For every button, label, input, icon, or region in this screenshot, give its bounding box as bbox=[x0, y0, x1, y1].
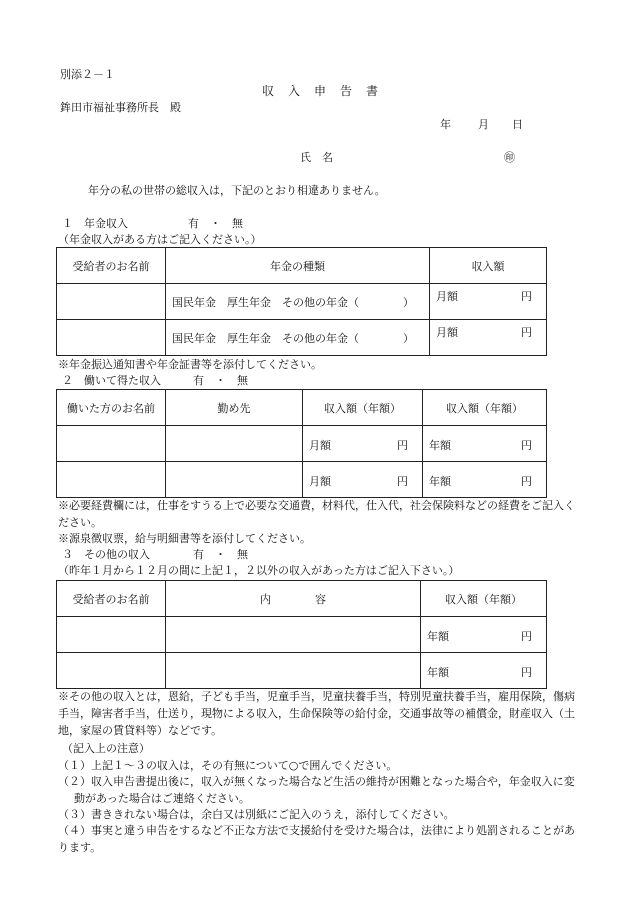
pension-col-amount: 収入額 bbox=[430, 248, 547, 284]
monthly-label: 月額 bbox=[309, 474, 331, 488]
table-row bbox=[57, 320, 547, 356]
yen-label: 円 bbox=[521, 665, 532, 679]
monthly-amount-cell[interactable] bbox=[303, 426, 423, 462]
yen-label: 円 bbox=[521, 474, 532, 488]
other-recipient-cell[interactable] bbox=[57, 653, 166, 689]
section2-note1: ※必要経費欄には，仕事をすうる上で必要な交通費，材料代，仕入代，社会保険料などの経費をご記入ください。 bbox=[58, 499, 575, 529]
employment-col-employer: 勤め先 bbox=[166, 390, 303, 426]
pension-type-cell[interactable]: 国民年金 厚生年金 その他の年金（ ） bbox=[166, 284, 430, 320]
annual-label: 年額 bbox=[429, 474, 451, 488]
pension-type-cell[interactable]: 国民年金 厚生年金 その他の年金（ ） bbox=[166, 320, 430, 356]
seal-mark: ㊞ bbox=[504, 151, 515, 164]
table-row bbox=[57, 284, 547, 320]
other-col-content: 内 容 bbox=[166, 581, 421, 617]
date-month: 月 bbox=[478, 118, 489, 131]
pension-table bbox=[56, 247, 547, 356]
date-day: 日 bbox=[512, 118, 523, 131]
instruction-item: （４）事実と違う申告をするなど不正な方法で支援給付を受けた場合は，法律により処罰されることがあります。 bbox=[58, 824, 575, 854]
section3-heading: ３ その他の収入 bbox=[62, 548, 150, 561]
instruction-item: （３）書ききれない場合は，余白又は別紙にご記入のうえ，添付してください。 bbox=[58, 808, 455, 821]
table-row bbox=[57, 617, 547, 653]
section1-heading: １ 年金収入 bbox=[62, 217, 128, 230]
employment-col-amount1: 収入額（年額） bbox=[303, 390, 423, 426]
pension-recipient-cell[interactable] bbox=[57, 284, 166, 320]
other-col-amount: 収入額（年額） bbox=[421, 581, 547, 617]
worker-name-cell[interactable] bbox=[57, 462, 166, 498]
name-label: 氏 名 bbox=[300, 151, 333, 164]
other-income-table bbox=[56, 580, 547, 689]
monthly-label: 月額 bbox=[436, 290, 458, 303]
pension-recipient-cell[interactable] bbox=[57, 320, 166, 356]
other-content-cell[interactable] bbox=[166, 653, 421, 689]
section1-presence: 有 ・ 無 bbox=[188, 217, 243, 230]
employment-table bbox=[56, 389, 547, 498]
table-row bbox=[57, 426, 547, 462]
section1-note: （年金収入がある方はご記入ください。） bbox=[58, 233, 262, 246]
instruction-item: （２）収入申告書提出後に，収入が無くなった場合など生活の維持が困難となった場合や，年金収入に変動があった場合はご連絡ください。 bbox=[58, 775, 575, 805]
table-row bbox=[57, 462, 547, 498]
section3-footnote: ※その他の収入とは，恩給，子ども手当，児童手当，児童扶養手当，特別児童扶養手当，雇用保険，傷病手当，障害者手当，仕送り，現物による収入，生命保険等の給付金，交通事故等の補償金，財産収入（土地，家屋の賃貸料等）などです。 bbox=[58, 690, 575, 737]
section3-presence: 有 ・ 無 bbox=[193, 548, 248, 561]
pension-amount-cell[interactable] bbox=[430, 284, 547, 320]
section2-presence: 有 ・ 無 bbox=[193, 374, 248, 387]
addressee: 鉾田市福祉事務所長 殿 bbox=[60, 101, 181, 114]
section2-note2: ※源泉徴収票，給与明細書等を添付してください。 bbox=[58, 532, 311, 545]
yen-label: 円 bbox=[521, 629, 532, 643]
pension-amount-cell[interactable] bbox=[430, 320, 547, 356]
other-amount-cell[interactable] bbox=[421, 617, 547, 653]
other-amount-cell[interactable] bbox=[421, 653, 547, 689]
yen-label: 円 bbox=[521, 290, 532, 303]
monthly-label: 月額 bbox=[309, 438, 331, 452]
other-content-cell[interactable] bbox=[166, 617, 421, 653]
employer-cell[interactable] bbox=[166, 462, 303, 498]
declaration-text: 年分の私の世帯の総収入は，下記のとおり相違ありません。 bbox=[88, 184, 386, 197]
monthly-label: 月額 bbox=[436, 326, 458, 339]
worker-name-cell[interactable] bbox=[57, 426, 166, 462]
employment-col-worker: 働いた方のお名前 bbox=[57, 390, 166, 426]
instructions-heading: （記入上の注意） bbox=[62, 742, 150, 755]
other-recipient-cell[interactable] bbox=[57, 617, 166, 653]
pension-col-recipient: 受給者のお名前 bbox=[57, 248, 166, 284]
date-year: 年 bbox=[440, 118, 451, 131]
annual-label: 年額 bbox=[427, 629, 449, 643]
employer-cell[interactable] bbox=[166, 426, 303, 462]
yen-label: 円 bbox=[397, 474, 408, 488]
section3-note: （昨年１月から１２月の間に上記１，２以外の収入があった方はご記入下さい。） bbox=[58, 564, 460, 577]
annual-label: 年額 bbox=[429, 438, 451, 452]
form-title: 収 入 申 告 書 bbox=[262, 84, 380, 98]
yen-label: 円 bbox=[521, 326, 532, 339]
employment-col-amount2: 収入額（年額） bbox=[423, 390, 547, 426]
pension-col-type: 年金の種類 bbox=[166, 248, 430, 284]
annual-label: 年額 bbox=[427, 665, 449, 679]
instruction-item: （１）上記１～３の収入は，その有無について○で囲んでください。 bbox=[58, 759, 398, 772]
yen-label: 円 bbox=[521, 438, 532, 452]
annual-amount-cell[interactable] bbox=[423, 426, 547, 462]
section2-heading: ２ 働いて得た収入 bbox=[62, 374, 161, 387]
attachment-label: 別添２－１ bbox=[60, 68, 115, 81]
monthly-amount-cell[interactable] bbox=[303, 462, 423, 498]
annual-amount-cell[interactable] bbox=[423, 462, 547, 498]
table-row bbox=[57, 653, 547, 689]
other-col-recipient: 受給者のお名前 bbox=[57, 581, 166, 617]
yen-label: 円 bbox=[397, 438, 408, 452]
section1-footnote: ※年金振込通知書や年金証書等を添付してください。 bbox=[58, 358, 322, 371]
